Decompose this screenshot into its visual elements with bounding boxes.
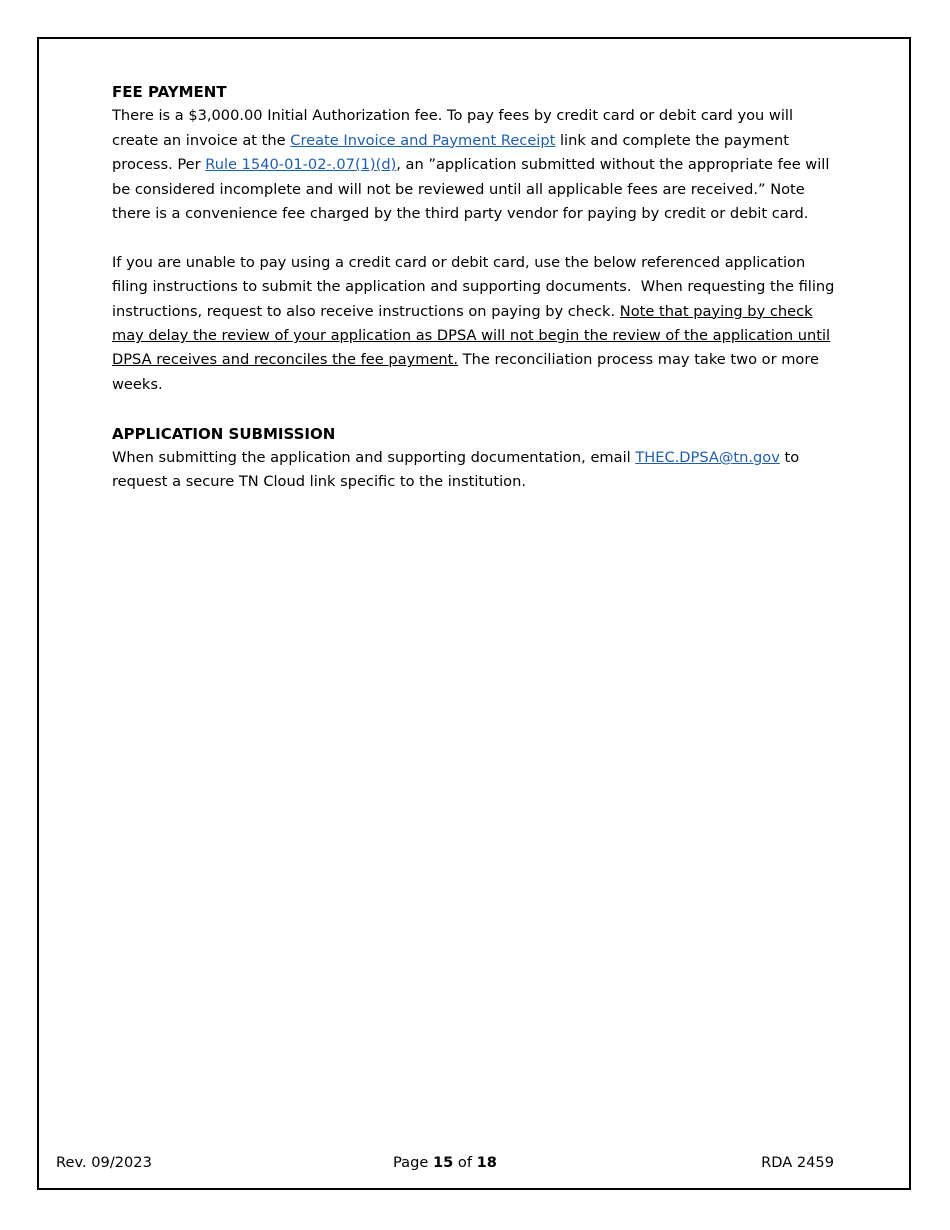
fee-payment-paragraph-1 [112,104,842,226]
fee-text-2: link and complete the payment process. Per [112,131,789,174]
check-delay-note: Note that paying by check may delay the review of your application as DPSA will not begin the review of the application until DPSA receives and reconciles the fee payment. [112,302,831,369]
check-text-2: The reconciliation process may take two or more weeks. [112,351,820,393]
page-word: Page [393,1154,433,1171]
rule-link[interactable]: Rule 1540-01-02-.07(1)(d) [205,156,397,174]
fee-payment-heading: FEE PAYMENT [112,83,227,101]
fee-text-1: There is a $3,000.00 Initial Authorization fee. To pay fees by credit card or debit card you will create an invoice at the [112,107,793,149]
spacer [112,226,842,250]
page-total: 18 [476,1154,497,1171]
email-link[interactable]: THEC.DPSA@tn.gov [635,449,780,467]
fee-text-3: , an ”application submitted without the appropriate fee will be considered incomplete and will not be reviewed until all applicable fees are received.” Note there is a convenience fee charged by the third party vendor for paying by credit or debit card. [112,156,830,223]
submission-text-2: to request a secure TN Cloud link specific to the institution. [112,449,800,491]
create-invoice-link[interactable]: Create Invoice and Payment Receipt [290,131,556,149]
revision-date: Rev. 09/2023 [56,1154,152,1171]
application-submission-heading: APPLICATION SUBMISSION [112,424,336,443]
fee-payment-paragraph-2 [112,251,842,397]
check-text-1: If you are unable to pay using a credit card or debit card, use the below referenced application filing instructions to submit the application and supporting documents. When requesting the filing instructions, request to also receive instructions on paying by check. [112,253,835,320]
spacer [112,397,842,421]
submission-text-1: When submitting the application and supporting documentation, email [112,449,636,467]
document-body [112,80,842,495]
page-indicator [56,1151,834,1175]
of-word: of [453,1154,477,1171]
page-number: 15 [432,1154,454,1171]
form-id: RDA 2459 [761,1154,834,1171]
application-submission-paragraph [112,446,842,495]
